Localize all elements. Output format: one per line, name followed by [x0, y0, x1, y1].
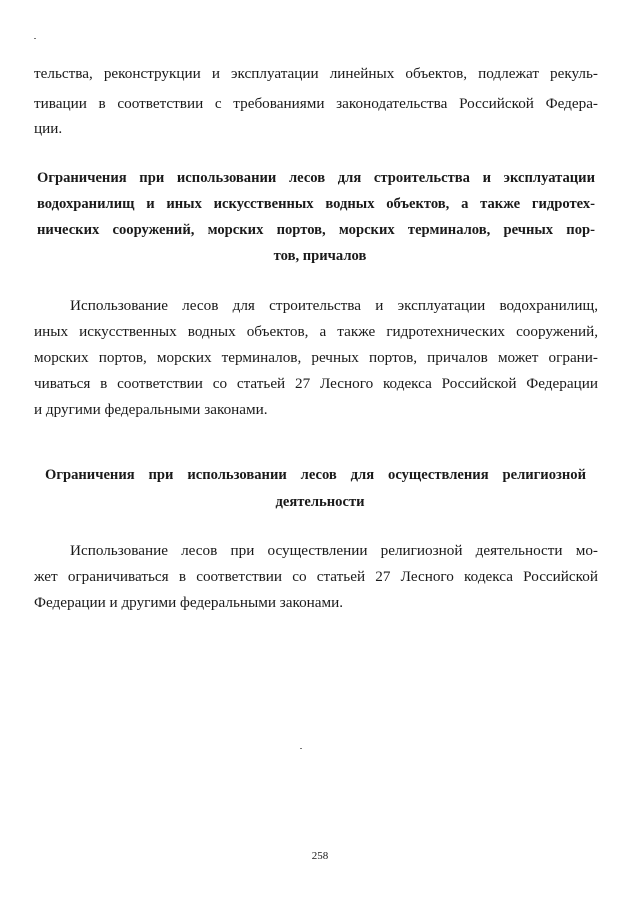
paragraph3-line: Использование лесов при осуществлении религиозной деятельности мо- — [70, 542, 598, 559]
paragraph1-line: тивации в соответствии с требованиями законодательства Российской Федера- — [34, 95, 598, 112]
paragraph2-line: Использование лесов для строительства и эксплуатации водохранилищ, — [70, 297, 598, 314]
paragraph3-line: Федерации и другими федеральными законами. — [34, 594, 344, 611]
section-heading-line: тов, причалов — [273, 248, 367, 264]
scan-speck — [34, 38, 36, 39]
paragraph2-line: чиваться в соответствии со статьей 27 Лесного кодекса Российской Федерации — [34, 375, 598, 392]
section-heading-line: водохранилищ и иных искусственных водных объектов, а также гидротех- — [37, 196, 595, 212]
paragraph3-line: жет ограничиваться в соответствии со статьей 27 Лесного кодекса Российской — [34, 568, 598, 585]
section-heading-line: нических сооружений, морских портов, морских терминалов, речных пор- — [37, 222, 595, 238]
paragraph1-line: ции. — [34, 120, 63, 137]
page-number: 258 — [311, 850, 329, 862]
paragraph2-line: иных искусственных водных объектов, а также гидротехнических сооружений, — [34, 323, 598, 340]
scan-speck — [300, 748, 302, 749]
section-heading-line: Ограничения при использовании лесов для строительства и эксплуатации — [37, 170, 595, 186]
paragraph2-line: и другими федеральными законами. — [34, 401, 268, 418]
paragraph2-line: морских портов, морских терминалов, речных портов, причалов может ограни- — [34, 349, 598, 366]
section-heading-line: деятельности — [275, 494, 365, 510]
paragraph1-line: тельства, реконструкции и эксплуатации линейных объектов, подлежат рекуль- — [34, 65, 598, 82]
section-heading-line: Ограничения при использовании лесов для осуществления религиозной — [45, 467, 586, 483]
